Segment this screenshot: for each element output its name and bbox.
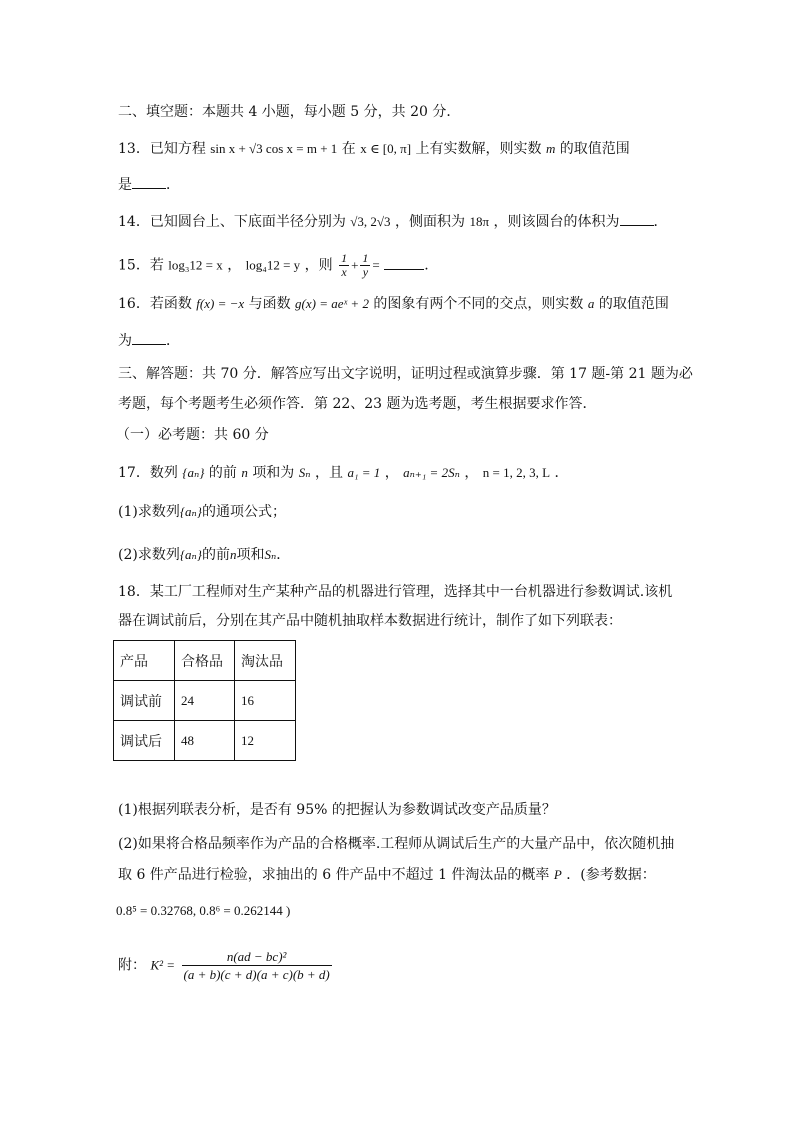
q13-suffix: 上有实数解，则实数	[415, 141, 542, 157]
contingency-table	[113, 640, 296, 761]
question-17-part1	[118, 502, 286, 522]
q17-p2-mid: 的前	[202, 547, 231, 563]
frac-num: 1	[341, 251, 348, 265]
question-17	[118, 463, 569, 483]
table-header-cell: 合格品	[175, 641, 235, 681]
q13-middle: 在	[341, 141, 356, 157]
table-header-cell: 产品	[114, 641, 175, 681]
q14-end: ．	[653, 214, 668, 230]
frac-den: x	[341, 265, 347, 279]
q17-sep: ，	[384, 465, 399, 481]
table-cell: 16	[235, 681, 296, 721]
question-18-part2-line1: (2)如果将合格品频率作为产品的合格概率.工程师从调试后生产的大量产品中，依次随机抽	[118, 836, 675, 852]
q17-text1: 17．数列	[118, 465, 178, 481]
answer-blank	[384, 256, 424, 270]
q17-p2-prefix: (2)求数列	[118, 547, 180, 563]
q17-p1-suffix: 的通项公式；	[202, 504, 287, 520]
q13-line2: 是	[118, 177, 132, 193]
q14-area: 18π	[469, 214, 490, 229]
q17-rec: aₙ₊₁ = 2Sₙ	[403, 465, 460, 480]
q17-p1-seq: {aₙ}	[179, 504, 203, 519]
q18-p2-var: P	[553, 867, 562, 882]
q13-var: m	[545, 141, 556, 156]
question-15	[118, 252, 429, 279]
q17-seq: {aₙ}	[182, 465, 205, 480]
q17-end: ．	[554, 465, 569, 481]
section-heading-fill-blank: 二、填空题：本题共 4 小题，每小题 5 分，共 20 分．	[118, 104, 461, 120]
q16-end: ．	[166, 333, 180, 349]
q15-end: .	[424, 257, 429, 274]
q16-line2: 为	[118, 333, 132, 349]
question-14	[118, 212, 668, 232]
table-row	[114, 721, 296, 761]
question-13-line2	[118, 175, 180, 195]
q17-sep2: ，	[464, 465, 479, 481]
q14-text3: ，则该圆台的体积为	[493, 214, 620, 230]
q13-tail: 的取值范围	[559, 141, 630, 157]
question-18-line1: 18．某工厂工程师对生产某种产品的机器进行管理，选择其中一台机器进行参数调试.该机	[118, 584, 673, 600]
question-13-line1	[118, 139, 630, 159]
q14-text2: ，侧面积为	[395, 214, 466, 230]
q15-eq2: log₄12 = y	[245, 257, 301, 273]
k2-symbol: K² =	[150, 957, 176, 973]
q17-p2-end: ．	[276, 547, 291, 563]
q16-text2: 与函数	[248, 296, 291, 312]
equals-sign: =	[372, 257, 380, 273]
question-16-line2	[118, 331, 180, 351]
frac-num: 1	[362, 251, 369, 265]
question-18-line2: 器在调试前后，分别在其产品中随机抽取样本数据进行统计，制作了如下列联表：	[118, 613, 622, 629]
q13-equation: sin x + √3 cos x = m + 1	[210, 141, 338, 156]
appendix-label: 附：	[118, 957, 146, 974]
question-16-line1	[118, 294, 669, 314]
q13-prefix: 13．已知方程	[118, 141, 206, 157]
q16-var: a	[587, 296, 595, 311]
q16-g: g(x) = aeˣ + 2	[295, 296, 369, 311]
q15-text2: ，则	[304, 257, 333, 274]
q15-sep: ，	[227, 257, 242, 274]
q17-p1-prefix: (1)求数列	[118, 504, 180, 520]
q13-end: ．	[166, 177, 180, 193]
table-cell: 24	[175, 681, 235, 721]
q16-text3: 的图象有两个不同的交点，则实数	[373, 296, 584, 312]
section-heading-solutions: 三、解答题：共 70 分．解答应写出文字说明，证明过程或演算步骤．第 17 题-第 21 题为必	[118, 366, 693, 382]
q14-text1: 14．已知圆台上、下底面半径分别为	[118, 214, 346, 230]
table-row	[114, 681, 296, 721]
fraction-1-over-x	[339, 252, 349, 279]
table-cell: 调试后	[114, 721, 175, 761]
answer-blank	[132, 331, 166, 345]
q17-p2-n: n	[230, 547, 237, 562]
question-18-part2-line2	[118, 865, 656, 885]
q18-p2-text2: ．(参考数据：	[566, 867, 656, 883]
q18-p2-text: 取 6 件产品进行检验，求抽出的 6 件产品中不超过 1 件淘汰品的概率	[118, 867, 550, 883]
q16-text1: 16．若函数	[118, 296, 192, 312]
table-cell: 调试前	[114, 681, 175, 721]
q17-S: Sₙ	[298, 465, 311, 480]
section-heading-solutions-cont: 考题，每个考题考生必须作答．第 22、23 题为选考题，考生根据要求作答．	[118, 396, 597, 412]
table-cell: 48	[175, 721, 235, 761]
table-header-cell: 淘汰品	[235, 641, 296, 681]
q17-a1: a₁ = 1	[347, 465, 381, 480]
q17-text2: 的前	[208, 465, 237, 481]
question-18-part1: (1)根据列联表分析，是否有 95% 的把握认为参数调试改变产品质量？	[118, 802, 556, 818]
subsection-required: （一）必考题：共 60 分	[116, 427, 269, 443]
formula-numerator: n(ad − bc)²	[182, 948, 332, 966]
frac-den: y	[362, 265, 369, 279]
appendix-formula	[118, 948, 334, 983]
q17-range: n = 1, 2, 3, L	[482, 465, 551, 480]
reference-data: 0.8⁵ = 0.32768, 0.8⁶ = 0.262144 )	[116, 903, 291, 918]
q17-p2-seq: {aₙ}	[179, 547, 203, 562]
q13-domain: x ∈ [0, π]	[360, 141, 412, 156]
formula-denominator: (a + b)(c + d)(a + c)(b + d)	[183, 967, 330, 982]
q17-text3: 项和为	[252, 465, 295, 481]
question-17-part2	[118, 545, 290, 565]
q17-p2-mid2: 项和	[236, 547, 265, 563]
q17-n: n	[241, 465, 248, 480]
answer-blank	[132, 175, 166, 189]
fraction-1-over-y	[360, 252, 370, 279]
q16-text4: 的取值范围	[598, 296, 669, 312]
table-header-row	[114, 641, 296, 681]
plus-sign: +	[351, 257, 359, 273]
q15-text1: 15．若	[118, 257, 164, 274]
k2-fraction	[182, 948, 332, 983]
q17-p2-S: Sₙ	[264, 547, 277, 562]
q14-radii: √3, 2√3	[350, 214, 391, 229]
table-cell: 12	[235, 721, 296, 761]
answer-blank	[620, 212, 654, 226]
q16-f: f(x) = −x	[196, 296, 245, 311]
q17-text4: ，且	[315, 465, 343, 481]
q15-eq1: log₃12 = x	[168, 257, 223, 273]
